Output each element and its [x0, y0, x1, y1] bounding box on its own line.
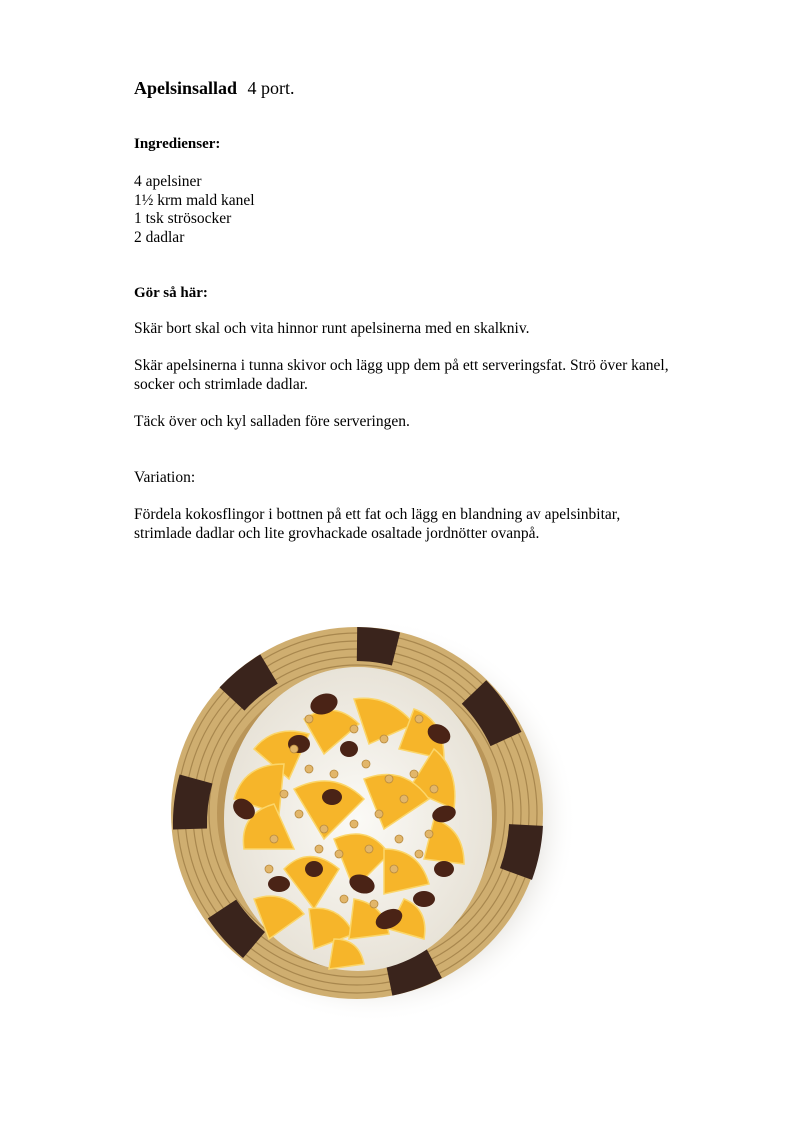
- instruction-step: Täck över och kyl salladen före serveringen.: [134, 413, 410, 430]
- instruction-step: Skär bort skal och vita hinnor runt apelsinerna med en skalkniv.: [134, 320, 530, 337]
- variation-text: Fördela kokosflingor i bottnen på ett fat och lägg en blandning av apelsinbitar, strimlade dadlar och lite grovhackade osaltade jordnötter ovanpå.: [134, 506, 621, 542]
- ingredient-item: 1½ krm mald kanel: [134, 191, 255, 209]
- instruction-step: Skär apelsinerna i tunna skivor och lägg upp dem på ett serveringsfat. Strö över kanel, socker och strimlade dadlar.: [134, 357, 669, 393]
- ingredient-item: 4 apelsiner: [134, 173, 202, 190]
- ingredient-item: 2 dadlar: [134, 228, 185, 246]
- variation-heading: Variation:: [134, 469, 196, 486]
- instructions-heading: Gör så här:: [134, 285, 208, 301]
- recipe-name: Apelsinsallad: [134, 78, 238, 98]
- recipe-servings: 4 port.: [247, 78, 295, 98]
- salad-bowl-illustration: [134, 599, 601, 1040]
- ingredients-list: [134, 173, 255, 247]
- salad-photo: [134, 599, 601, 1040]
- ingredients-heading: Ingredienser:: [134, 136, 221, 152]
- ingredient-item: 1 tsk strösocker: [134, 210, 232, 227]
- recipe-title: [134, 78, 295, 99]
